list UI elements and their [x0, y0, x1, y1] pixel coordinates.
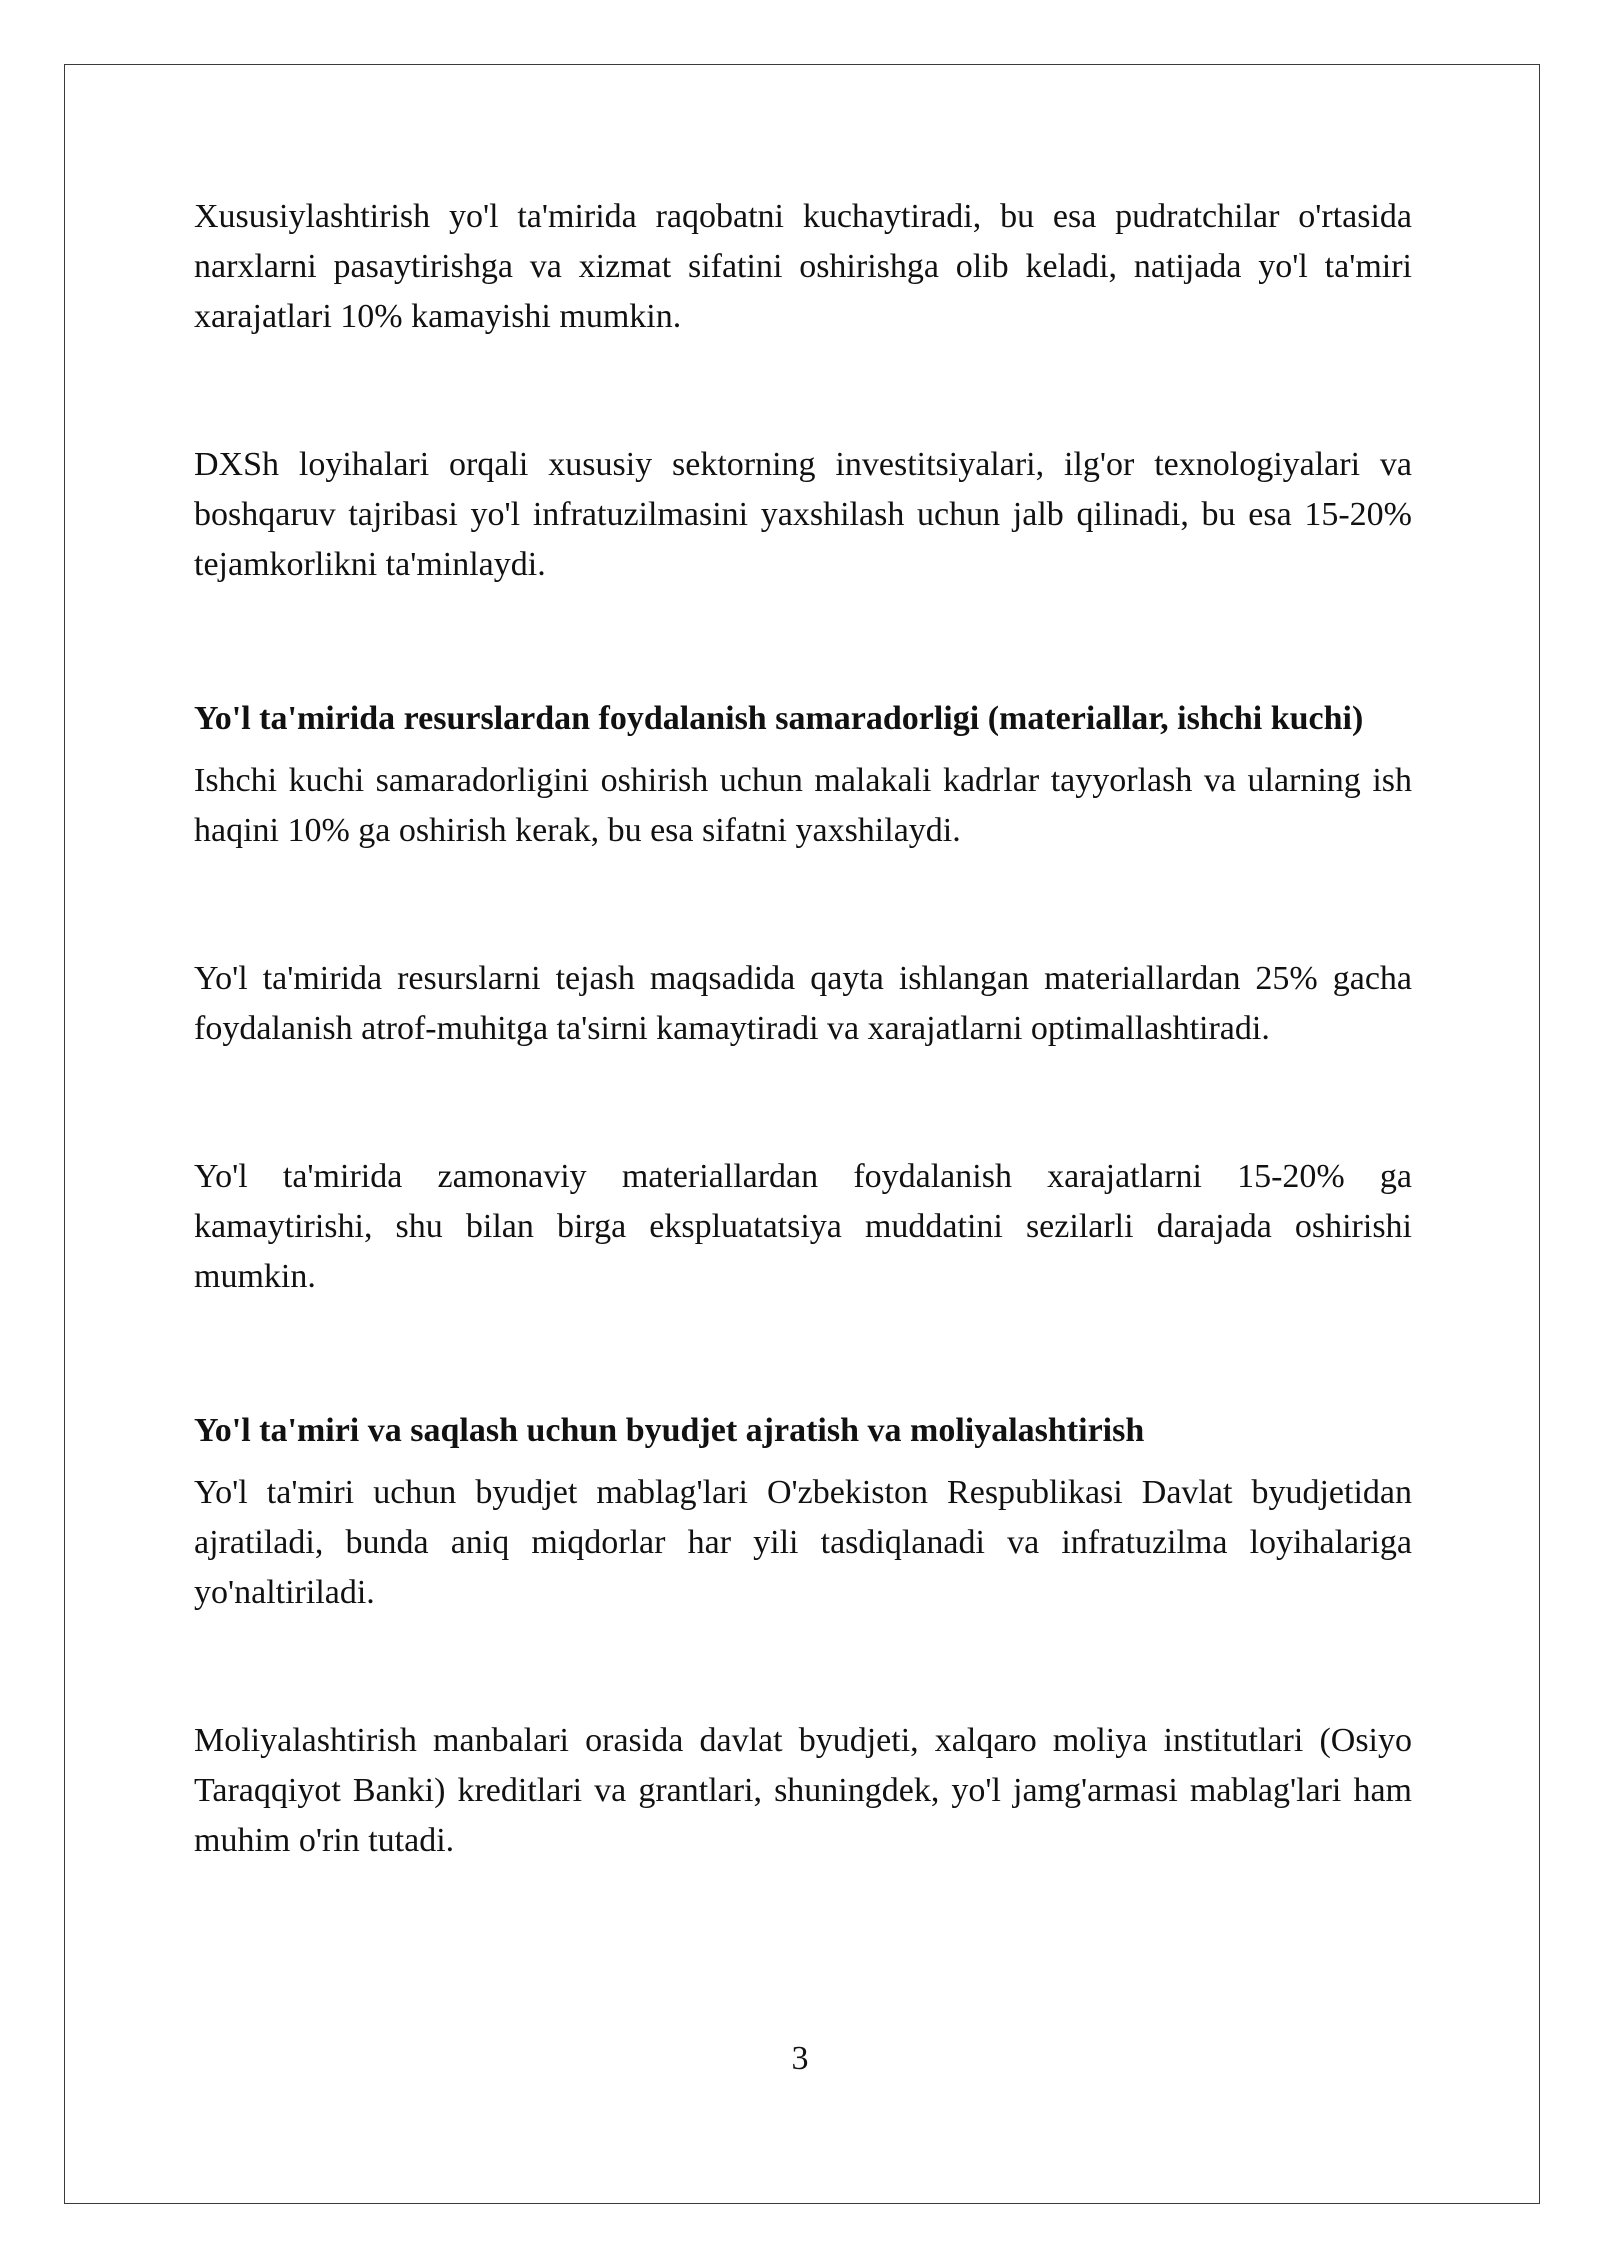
paragraph-budget-allocation: Yo'l ta'miri uchun byudjet mablag'lari O'zbekiston Respublikasi Davlat byudjetidan ajratiladi, bunda aniq miqdorlar har yili tasdiqlanadi va infratuzilma loyihalariga yo'naltiriladi. — [194, 1474, 1412, 1611]
section-heading-resource-efficiency: Yo'l ta'mirida resurslardan foydalanish samaradorligi (materiallar, ishchi kuchi) — [194, 700, 1364, 737]
page-number: 3 — [791, 2040, 809, 2077]
paragraph-ppp-projects: DXSh loyihalari orqali xususiy sektorning investitsiyalari, ilg'or texnologiyalari va boshqaruv tajribasi yo'l infratuzilmasini yaxshilash uchun jalb qilinadi, bu esa 15-20% tejamkorlikni ta'minlaydi. — [194, 446, 1412, 583]
paragraph-labor-efficiency: Ishchi kuchi samaradorligini oshirish uchun malakali kadrlar tayyorlash va ularning ish haqini 10% ga oshirish kerak, bu esa sifatni yaxshilaydi. — [194, 762, 1412, 849]
document-body — [194, 192, 1412, 1866]
paragraph-recycled-materials: Yo'l ta'mirida resurslarni tejash maqsadida qayta ishlangan materiallardan 25% gacha foydalanish atrof-muhitga ta'sirni kamaytiradi va xarajatlarni optimallashtiradi. — [194, 960, 1412, 1047]
paragraph-modern-materials: Yo'l ta'mirida zamonaviy materiallardan foydalanish xarajatlarni 15-20% ga kamaytirishi, shu bilan birga ekspluatatsiya muddatini sezilarli darajada oshirishi mumkin. — [194, 1158, 1412, 1295]
paragraph-privatization: Xususiylashtirish yo'l ta'mirida raqobatni kuchaytiradi, bu esa pudratchilar o'rtasida narxlarni pasaytirishga va xizmat sifatini oshirishga olib keladi, natijada yo'l ta'miri xarajatlari 10% kamayishi mumkin. — [194, 198, 1412, 335]
paragraph-financing-sources: Moliyalashtirish manbalari orasida davlat byudjeti, xalqaro moliya institutlari (Osiyo Taraqqiyot Banki) kreditlari va grantlari, shuningdek, yo'l jamg'armasi mablag'lari ham muhim o'rin tutadi. — [194, 1722, 1412, 1859]
section-heading-budget-financing: Yo'l ta'miri va saqlash uchun byudjet ajratish va moliyalashtirish — [194, 1412, 1145, 1449]
